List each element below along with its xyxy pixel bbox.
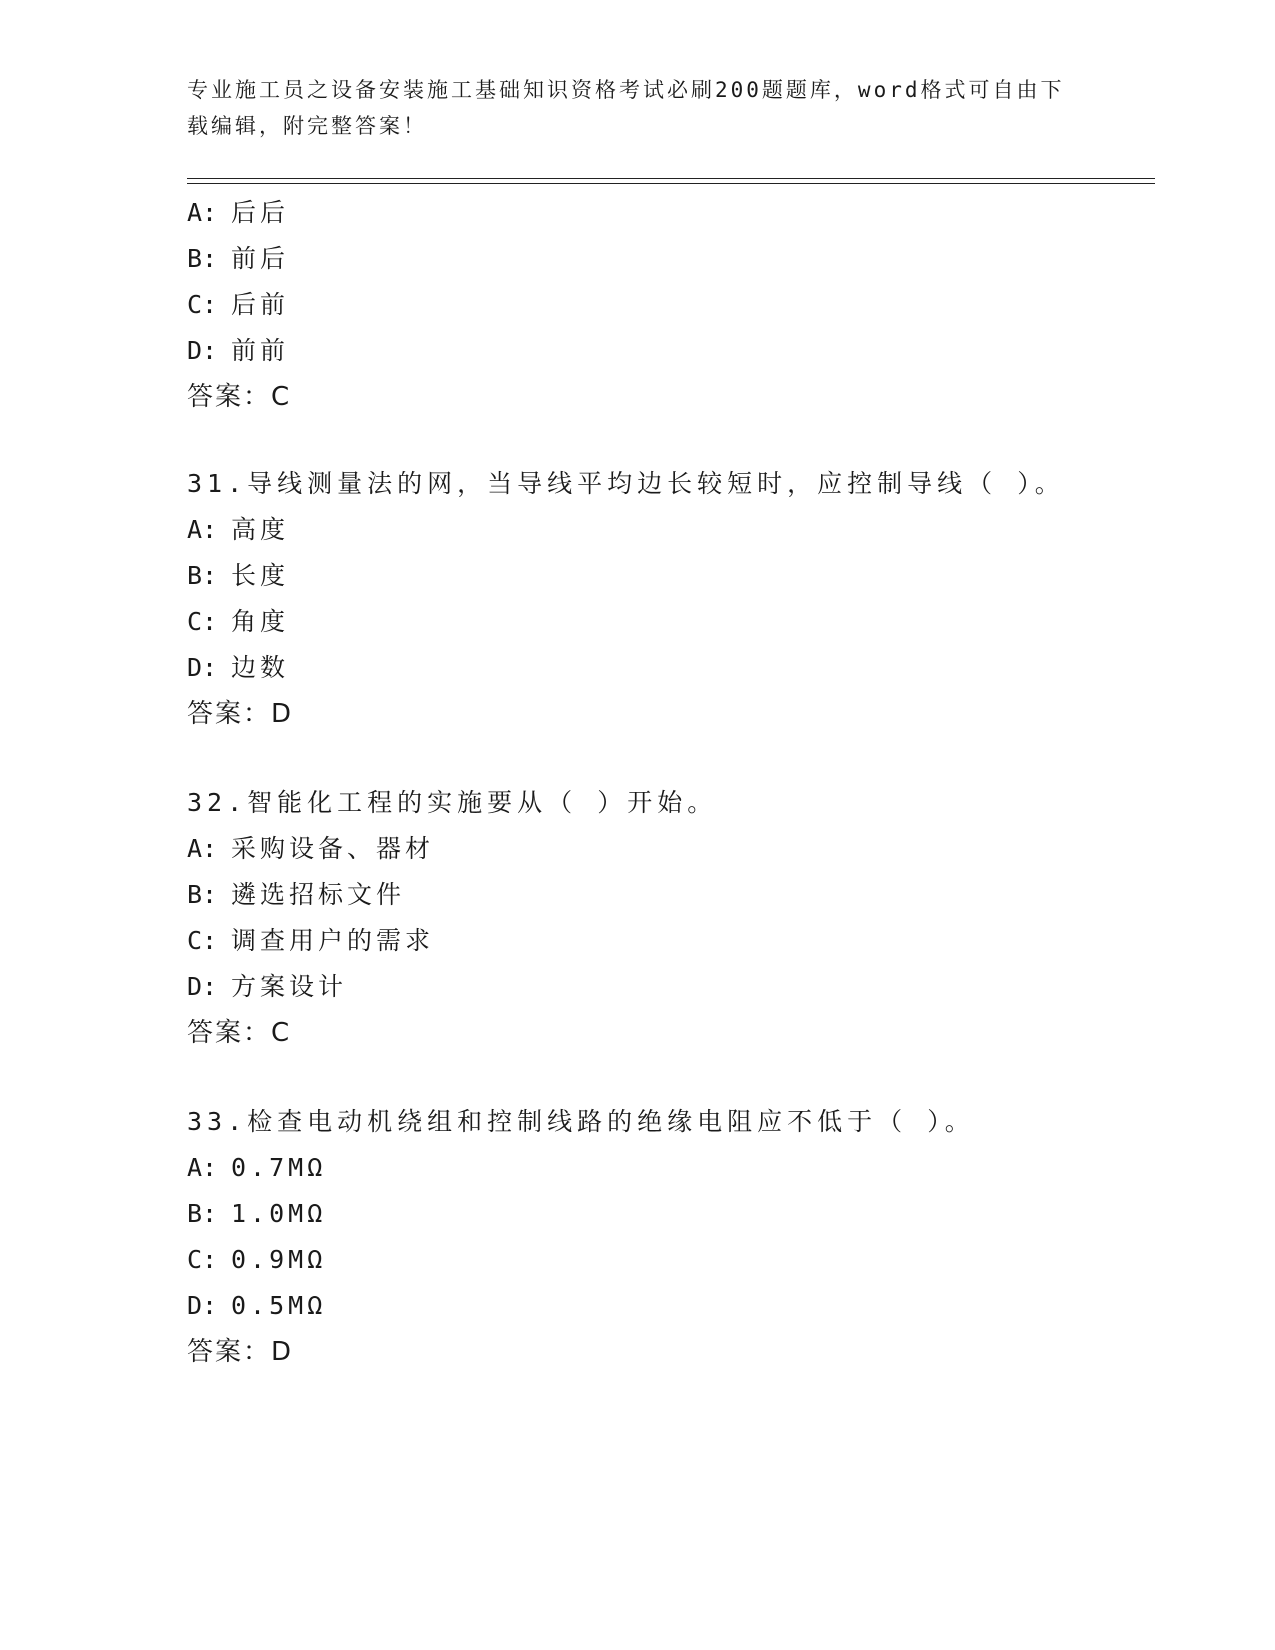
question-text: 32.智能化工程的实施要从（ ）开始。 xyxy=(187,788,718,817)
header-divider-top xyxy=(187,178,1155,179)
option-letter: D: xyxy=(187,1291,218,1320)
option-letter: B: xyxy=(187,244,218,273)
option-letter: A: xyxy=(187,198,218,227)
option-letter: C: xyxy=(187,926,218,955)
question-block-30 xyxy=(187,190,1147,420)
question-text: 33.检查电动机绕组和控制线路的绝缘电阻应不低于（ ）。 xyxy=(187,1107,975,1136)
answer-line: 答案：D xyxy=(187,1337,294,1367)
option-text: 后后 xyxy=(231,198,290,227)
option-letter: B: xyxy=(187,561,218,590)
option-c xyxy=(187,599,1147,645)
option-c xyxy=(187,918,1147,964)
option-b xyxy=(187,1191,1147,1237)
option-text: 前后 xyxy=(231,244,290,273)
option-text: 后前 xyxy=(231,290,290,319)
option-letter: A: xyxy=(187,515,218,544)
option-text: 长度 xyxy=(231,561,290,590)
answer-line: 答案：C xyxy=(187,1018,292,1048)
option-text: 调查用户的需求 xyxy=(231,926,435,955)
option-b xyxy=(187,236,1147,282)
option-text: 0.5MΩ xyxy=(231,1291,327,1320)
option-letter: D: xyxy=(187,653,218,682)
option-a xyxy=(187,826,1147,872)
question-block-32 xyxy=(187,780,1147,1056)
option-text: 方案设计 xyxy=(231,972,348,1001)
option-d xyxy=(187,1283,1147,1329)
option-c xyxy=(187,1237,1147,1283)
option-letter: C: xyxy=(187,607,218,636)
option-letter: A: xyxy=(187,1153,218,1182)
answer-line: 答案：D xyxy=(187,699,294,729)
option-text: 高度 xyxy=(231,515,290,544)
option-letter: D: xyxy=(187,336,218,365)
option-text: 遴选招标文件 xyxy=(231,880,406,909)
option-letter: B: xyxy=(187,880,218,909)
option-d xyxy=(187,964,1147,1010)
option-d xyxy=(187,328,1147,374)
question-block-31 xyxy=(187,461,1147,737)
option-a xyxy=(187,1145,1147,1191)
option-letter: A: xyxy=(187,834,218,863)
option-text: 0.9MΩ xyxy=(231,1245,327,1274)
question-text: 31.导线测量法的网，当导线平均边长较短时，应控制导线（ ）。 xyxy=(187,469,1065,498)
option-text: 0.7MΩ xyxy=(231,1153,327,1182)
header-divider-bottom xyxy=(187,183,1155,184)
option-text: 采购设备、器材 xyxy=(231,834,435,863)
option-d xyxy=(187,645,1147,691)
option-b xyxy=(187,553,1147,599)
option-letter: C: xyxy=(187,290,218,319)
option-a xyxy=(187,190,1147,236)
option-text: 前前 xyxy=(231,336,290,365)
option-letter: B: xyxy=(187,1199,218,1228)
option-text: 角度 xyxy=(231,607,290,636)
question-block-33 xyxy=(187,1099,1147,1375)
document-header-title: 专业施工员之设备安装施工基础知识资格考试必刷200题题库，word格式可自由下载编辑，附完整答案！ xyxy=(187,78,1065,138)
option-letter: C: xyxy=(187,1245,218,1274)
option-b xyxy=(187,872,1147,918)
option-text: 边数 xyxy=(231,653,290,682)
answer-line: 答案：C xyxy=(187,382,292,412)
option-a xyxy=(187,507,1147,553)
option-letter: D: xyxy=(187,972,218,1001)
option-text: 1.0MΩ xyxy=(231,1199,327,1228)
option-c xyxy=(187,282,1147,328)
